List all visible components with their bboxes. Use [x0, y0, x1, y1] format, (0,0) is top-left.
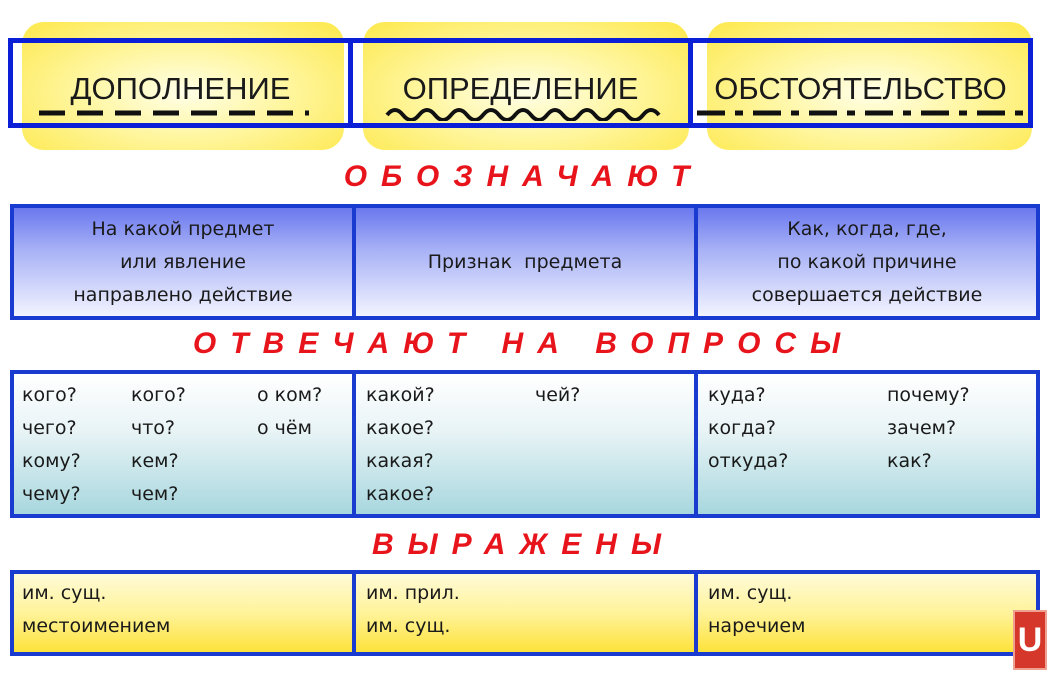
question-item: зачем?: [887, 417, 957, 439]
question-item: как?: [887, 450, 932, 472]
expressed-object-cell: [14, 574, 352, 652]
question-item: почему?: [887, 384, 970, 406]
meaning-line: Признак предмета: [427, 250, 623, 273]
dash-dot-underline-icon: [693, 105, 1033, 121]
question-item: чего?: [22, 417, 77, 439]
meaning-line: направлено действие: [73, 283, 293, 306]
questions-adverbial-cell: [694, 374, 1036, 514]
meaning-object-cell: [14, 208, 352, 316]
question-item: какое?: [366, 417, 434, 439]
questions-object-cell: [14, 374, 352, 514]
question-item: кого?: [131, 384, 186, 406]
term-object: [13, 43, 348, 123]
meaning-attribute-cell: [352, 208, 694, 316]
expressed-item: им. сущ.: [366, 615, 451, 637]
question-item: откуда?: [708, 450, 789, 472]
expressed-item: им. сущ.: [708, 582, 793, 604]
question-item: какая?: [366, 450, 434, 472]
meaning-adverbial-cell: [694, 208, 1036, 316]
term-object-label: ДОПОЛНЕНИЕ: [70, 71, 291, 106]
questions-attribute-cell: [352, 374, 694, 514]
question-item: о чём: [257, 417, 312, 439]
section-title-denote: ОБОЗНАЧАЮТ: [343, 160, 704, 193]
question-item: какой?: [366, 384, 435, 406]
dashed-underline-icon: [13, 105, 353, 121]
question-item: кого?: [22, 384, 77, 406]
question-item: кем?: [131, 450, 179, 472]
expressed-adverbial-cell: [694, 574, 1036, 652]
question-item: куда?: [708, 384, 766, 406]
question-item: о ком?: [257, 384, 323, 406]
meaning-line: или явление: [120, 250, 246, 273]
term-attribute-label: ОПРЕДЕЛЕНИЕ: [402, 71, 639, 106]
question-item: чем?: [131, 483, 179, 505]
meaning-line: Как, когда, где,: [787, 217, 947, 240]
term-attribute: [348, 43, 688, 123]
wavy-underline-icon: [353, 101, 693, 121]
meaning-line: На какой предмет: [91, 217, 275, 240]
question-item: какое?: [366, 483, 434, 505]
term-adverbial: [688, 43, 1028, 123]
expressed-item: им. сущ.: [22, 582, 107, 604]
meaning-line: совершается действие: [751, 283, 983, 306]
question-item: чей?: [535, 384, 581, 406]
expressed-item: наречием: [708, 615, 806, 637]
expressed-table: [10, 570, 1040, 656]
question-item: кому?: [22, 450, 81, 472]
questions-table: [10, 370, 1040, 518]
section-title-answer: ОТВЕЧАЮТ НА ВОПРОСЫ: [192, 327, 855, 360]
expressed-attribute-cell: [352, 574, 694, 652]
expressed-item: им. прил.: [366, 582, 460, 604]
header-terms-frame: [8, 38, 1033, 128]
term-adverbial-label: ОБСТОЯТЕЛЬСТВО: [714, 71, 1007, 106]
question-item: чему?: [22, 483, 81, 505]
question-item: когда?: [708, 417, 776, 439]
expressed-item: местоимением: [22, 615, 171, 637]
question-item: что?: [131, 417, 176, 439]
meaning-line: по какой причине: [777, 250, 957, 273]
section-title-expressed: ВЫРАЖЕНЫ: [372, 528, 675, 561]
meaning-table: [10, 204, 1040, 320]
corner-logo: U: [1013, 610, 1047, 670]
